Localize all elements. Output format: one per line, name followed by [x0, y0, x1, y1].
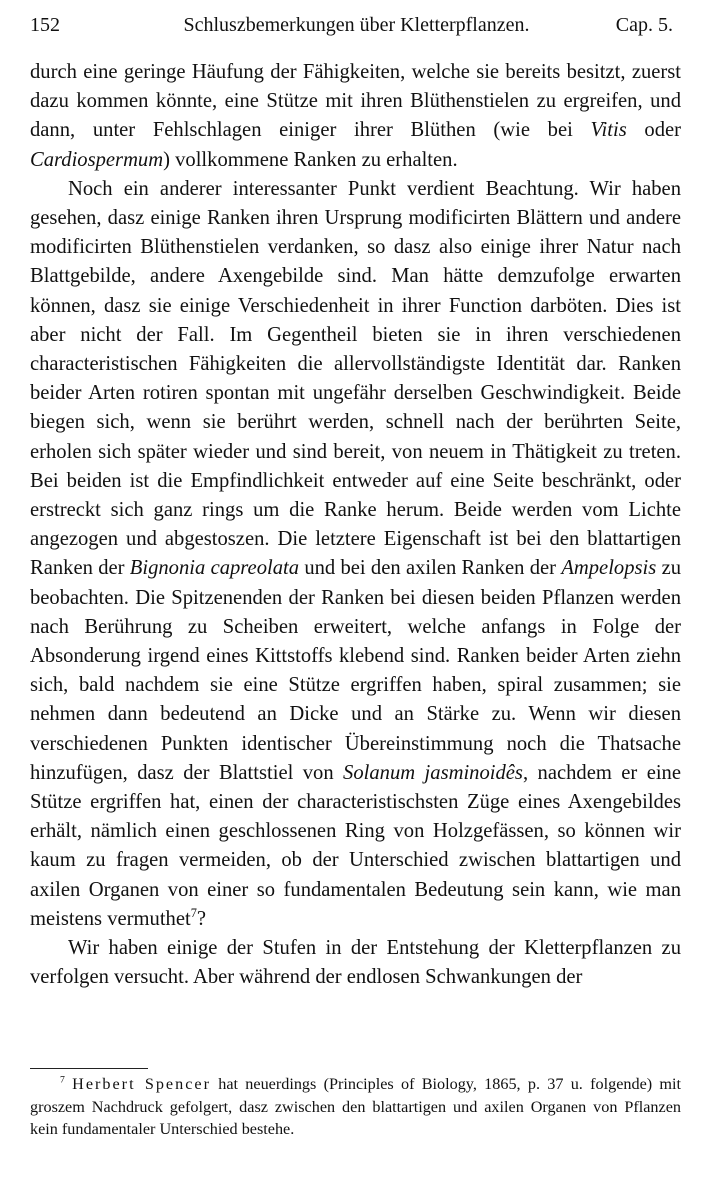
paragraph-3: Wir haben einige der Stufen in der Entstehung der Kletterpflanzen zu verfolgen versucht. Aber während der endlosen Schwankungen der: [30, 937, 681, 989]
paragraph-1-text-2: oder: [626, 119, 681, 142]
footnote: [30, 1073, 681, 1141]
paragraph-2-text-2: und bei den axilen Ranken der: [299, 557, 562, 580]
footnote-author: Herbert Spencer: [72, 1075, 211, 1093]
body-text: [30, 58, 681, 993]
footnote-text: hat neuerdings (Principles of Biology, 1865, p. 37 u. folgende) mit groszem Nachdruck gefolgert, dasz zwischen den blattartigen und axilen Organen von Pflanzen kein fundamentaler Unterschied bestehe.: [30, 1075, 681, 1138]
chapter-label: Cap. 5.: [615, 14, 673, 36]
footnote-divider: [30, 1068, 148, 1069]
italic-bignonia: Bignonia capreolata: [129, 557, 300, 580]
paragraph-2: [30, 175, 681, 934]
footnote-marker: 7: [60, 1074, 65, 1086]
italic-ampelopsis: Ampelopsis: [561, 557, 657, 580]
italic-vitis: Vitis: [590, 119, 627, 142]
running-header: [30, 14, 673, 44]
paragraph-1: [30, 58, 681, 175]
italic-cardiospermum: Cardiospermum: [30, 148, 164, 171]
paragraph-1-text-3: ) vollkommene Ranken zu erhalten.: [163, 148, 458, 171]
paragraph-2-text-4: , nachdem er eine Stütze ergriffen hat, einen der characteristischsten Züge eines Axengebildes erhält, nämlich einen geschlossenen Ring von Holzgefässen, so können wir kaum zu fragen vermeiden, ob der Unterschied zwischen blattartigen und axilen Organen von einer so fundamentalen Bedeutung sein kann, wie man meistens vermuthet: [30, 761, 681, 930]
page-number: 152: [30, 14, 60, 36]
italic-solanum: Solanum jasminoidês: [343, 761, 523, 784]
paragraph-2-text-3: zu beobachten. Die Spitzenenden der Ranken bei diesen beiden Pflanzen werden nach Berührung zu Scheiben erweitert, welche anfangs in Folge der Absonderung irgend eines Kittstoffs klebend sind. Ranken beider Arten ziehn sich, bald nachdem sie eine Stütze ergriffen haben, spiral zusammen; sie nehmen dann bedeutend an Dicke und an Stärke zu. Wenn wir diesen verschiedenen Punkten identischer Übereinstimmung noch die Thatsache hinzufügen, dasz der Blattstiel von: [30, 557, 682, 784]
paragraph-2-text: Noch ein anderer interessanter Punkt verdient Beachtung. Wir haben gesehen, dasz einige Ranken ihren Ursprung modificirten Blättern und andere modificirten Blüthenstielen verdanken, so dasz also einige ihrer Natur nach Blattgebilde, andere Axengebilde sind. Man hätte demzufolge erwarten können, dasz sie einige Verschiedenheit in ihrer Function darböten. Dies ist aber nicht der Fall. Im Gegentheil bieten sie in ihren verschiedenen characteristischen Fähigkeiten die allervollständigste Identität dar. Ranken beider Arten rotiren spontan mit ungefähr derselben Geschwindigkeit. Beide biegen sich, wenn sie berührt werden, schnell nach der berührten Seite, erholen sich später wieder und sind bereit, von neuem in Thätigkeit zu treten. Bei beiden ist die Empfindlichkeit entweder auf eine Seite beschränkt, oder erstreckt sich ganz rings um die Ranke herum. Beide werden vom Lichte angezogen und abgestoszen. Die letztere Eigenschaft ist bei den blattartigen Ranken der: [30, 177, 681, 580]
paragraph-1-text: durch eine geringe Häufung der Fähigkeiten, welche sie bereits besitzt, zuerst dazu kommen könnte, eine Stütze mit ihren Blüthenstielen zu ergreifen, und dann, unter Fehlschlagen einiger ihrer Blüthen (wie bei: [30, 61, 681, 142]
paragraph-2-text-5: ?: [196, 907, 207, 930]
footnote-reference: 7: [190, 906, 197, 921]
running-title: Schluszbemerkungen über Kletterpflanzen.: [183, 14, 530, 36]
